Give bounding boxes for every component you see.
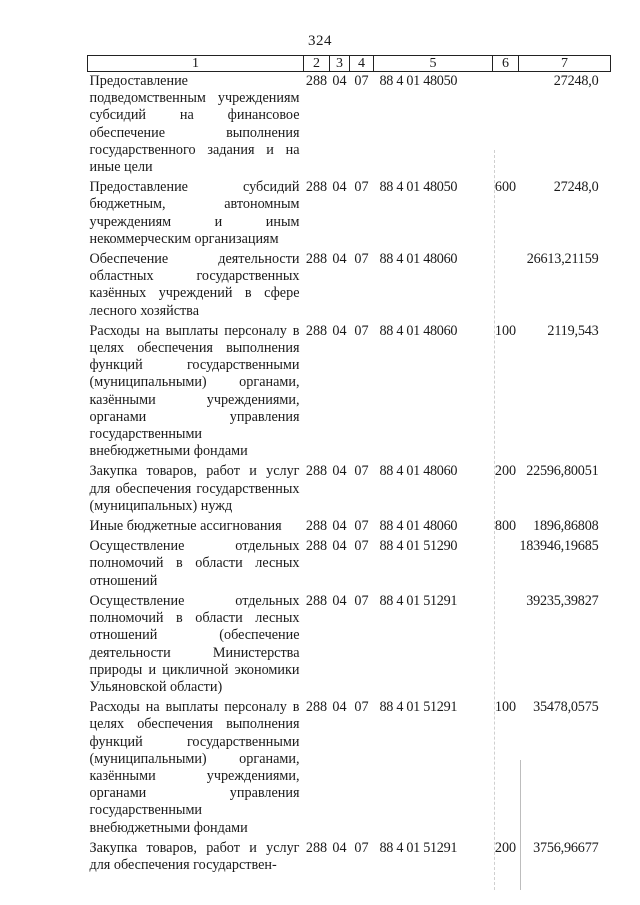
cell-target-article: 88 4 01 48050 [379,73,458,89]
scan-artifact-line [494,150,495,890]
page-number: 324 [308,33,332,49]
cell-section: 04 [332,463,347,480]
cell-section: 04 [332,518,347,535]
header-col-3: 3 [330,56,350,72]
cell-amount: 39235,39827 [526,592,599,609]
cell-target-article: 88 4 01 51290 [379,538,458,555]
cell-name: Предоставление субсидий бюджетным, автономным учреждениям и иным некоммерческим организациям [89,179,300,247]
cell-target-article: 88 4 01 51291 [379,592,458,609]
cell-section: 04 [332,179,347,196]
cell-section: 04 [332,839,347,856]
cell-section: 04 [332,251,347,268]
cell-ministry-code: 288 [305,322,328,339]
table-row [88,72,611,179]
cell-expense-type: 200 [494,839,517,856]
cell-ministry-code: 288 [305,251,328,268]
cell-section: 04 [332,699,347,716]
cell-target-article: 88 4 01 51291 [379,699,458,716]
scan-artifact-line [520,760,521,890]
cell-expense-type [493,250,519,322]
cell-target-article: 88 4 01 48060 [379,518,458,535]
cell-name: Предоставление подведомственным учреждениям субсидий на финансовое обеспечение выполнения государственного задания и на иные цели [89,73,300,176]
table-row [88,462,611,517]
cell-amount: 27248,0 [553,179,599,196]
cell-name: Расходы на выплаты персоналу в целях обеспечения выполнения функций государственными (муниципальными) органами, казёнными учреждениями, органами управления государственными внебюджетными фондами [89,699,300,836]
cell-name: Закупка товаров, работ и услуг для обеспечения государственных (муниципальных) нужд [89,463,300,514]
cell-subsection: 07 [354,73,369,89]
cell-subsection: 07 [354,251,369,268]
header-col-1: 1 [88,56,304,72]
cell-subsection: 07 [354,699,369,716]
cell-name: Расходы на выплаты персоналу в целях обеспечения выполнения функций государственными (муниципальными) органами, казёнными учреждениями, органами управления государственными внебюджетными фондами [89,322,300,460]
cell-target-article: 88 4 01 48060 [379,463,458,480]
cell-ministry-code: 288 [305,538,328,555]
cell-ministry-code: 288 [305,73,328,89]
header-col-7: 7 [519,56,611,72]
table-row [88,537,611,592]
cell-expense-type: 100 [494,699,517,716]
cell-amount: 1896,86808 [533,518,599,535]
cell-amount: 183946,19685 [519,538,599,555]
header-col-5: 5 [374,56,493,72]
cell-amount: 3756,96677 [533,839,599,856]
cell-expense-type: 800 [494,518,517,535]
table-row [88,517,611,537]
cell-expense-type: 600 [494,179,517,196]
cell-expense-type: 100 [494,322,517,339]
cell-target-article: 88 4 01 51291 [379,839,458,856]
cell-name: Обеспечение деятельности областных государственных казённых учреждений в сфере лесного хозяйства [89,251,300,319]
cell-amount: 26613,21159 [526,251,599,268]
cell-ministry-code: 288 [305,518,328,535]
cell-subsection: 07 [354,179,369,196]
cell-target-article: 88 4 01 48060 [379,322,458,339]
cell-amount: 2119,543 [547,322,599,339]
cell-subsection: 07 [354,463,369,480]
cell-amount: 35478,0575 [533,699,599,716]
cell-section: 04 [332,538,347,555]
cell-subsection: 07 [354,322,369,339]
cell-ministry-code: 288 [305,592,328,609]
cell-name: Закупка товаров, работ и услуг для обеспечения государствен- [89,839,300,873]
table-header [88,56,611,72]
header-col-4: 4 [350,56,374,72]
header-col-2: 2 [304,56,330,72]
table-row [88,839,611,876]
cell-ministry-code: 288 [305,839,328,856]
cell-section: 04 [332,592,347,609]
table-row [88,698,611,839]
cell-name: Осуществление отдельных полномочий в области лесных отношений (обеспечение деятельности Министерства природы и цикличной экономики Ульяновской области) [89,592,300,695]
cell-subsection: 07 [354,518,369,535]
budget-table [87,55,611,876]
header-row [88,56,611,72]
cell-subsection: 07 [354,839,369,856]
table-row [88,178,611,250]
cell-target-article: 88 4 01 48050 [379,179,458,196]
table-row [88,250,611,322]
table-body [88,72,611,877]
cell-section: 04 [332,73,347,89]
cell-expense-type [493,537,519,592]
cell-target-article: 88 4 01 48060 [379,251,458,268]
cell-expense-type [493,72,519,179]
cell-subsection: 07 [354,592,369,609]
cell-ministry-code: 288 [305,463,328,480]
table-row [88,322,611,463]
cell-name: Осуществление отдельных полномочий в области лесных отношений [89,538,300,589]
cell-name: Иные бюджетные ассигнования [89,518,282,535]
cell-ministry-code: 288 [305,699,328,716]
cell-expense-type [493,592,519,698]
cell-ministry-code: 288 [305,179,328,196]
cell-amount: 27248,0 [553,73,599,89]
cell-subsection: 07 [354,538,369,555]
table-row [88,592,611,698]
header-col-6: 6 [493,56,519,72]
cell-expense-type: 200 [494,463,517,480]
cell-section: 04 [332,322,347,339]
cell-amount: 22596,80051 [526,463,599,480]
